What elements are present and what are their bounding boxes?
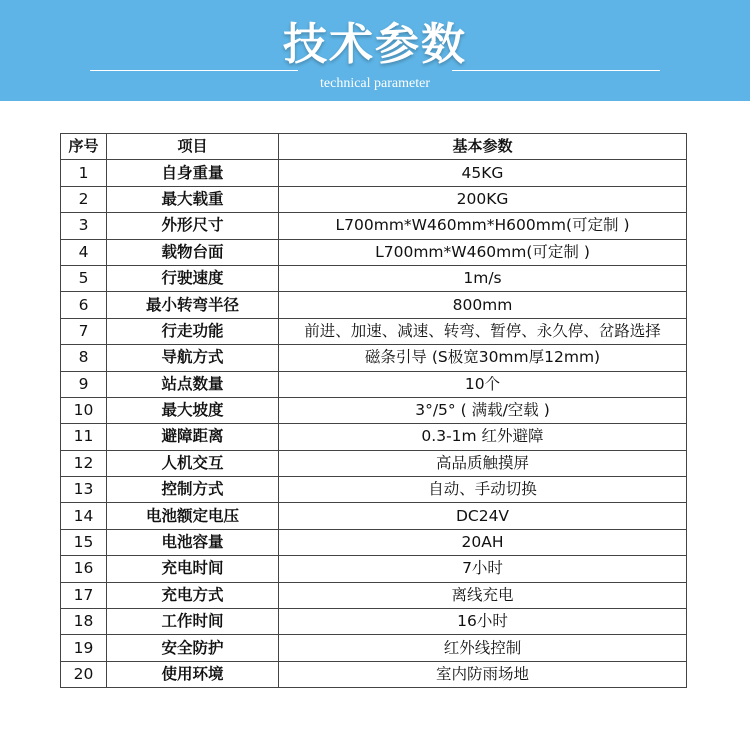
cell-no: 8 [61,345,107,371]
cell-value: 0.3-1m 红外避障 [279,424,687,450]
table-row [61,635,687,661]
table-row [61,503,687,529]
cell-value: L700mm*W460mm(可定制 ) [279,239,687,265]
cell-value: 自动、手动切换 [279,477,687,503]
cell-item: 最大载重 [107,186,279,212]
cell-item: 人机交互 [107,450,279,476]
cell-value: DC24V [279,503,687,529]
title-rule-left [90,70,298,71]
cell-item: 最大坡度 [107,397,279,423]
cell-item: 避障距离 [107,424,279,450]
cell-item: 电池额定电压 [107,503,279,529]
table-row [61,371,687,397]
header-no: 序号 [61,134,107,160]
table-row [61,424,687,450]
header-value: 基本参数 [279,134,687,160]
cell-no: 3 [61,213,107,239]
cell-value: 1m/s [279,265,687,291]
cell-no: 9 [61,371,107,397]
cell-value: 800mm [279,292,687,318]
cell-value: 磁条引导 (S极宽30mm厚12mm) [279,345,687,371]
cell-no: 14 [61,503,107,529]
table-row [61,186,687,212]
page-subtitle: technical parameter [320,76,430,91]
cell-value: 200KG [279,186,687,212]
cell-no: 13 [61,477,107,503]
cell-item: 使用环境 [107,661,279,687]
header-item: 项目 [107,134,279,160]
cell-value: 7小时 [279,556,687,582]
cell-no: 15 [61,529,107,555]
cell-item: 充电方式 [107,582,279,608]
table-row [61,397,687,423]
table-row [61,609,687,635]
cell-no: 1 [61,160,107,186]
cell-item: 电池容量 [107,529,279,555]
cell-no: 12 [61,450,107,476]
cell-no: 11 [61,424,107,450]
table-row [61,213,687,239]
page-title: 技术参数 [283,19,467,70]
cell-item: 行走功能 [107,318,279,344]
table-row [61,265,687,291]
cell-no: 6 [61,292,107,318]
cell-item: 充电时间 [107,556,279,582]
table-row [61,529,687,555]
cell-no: 20 [61,661,107,687]
cell-item: 外形尺寸 [107,213,279,239]
cell-no: 10 [61,397,107,423]
cell-no: 5 [61,265,107,291]
cell-value: 10个 [279,371,687,397]
cell-item: 导航方式 [107,345,279,371]
cell-value: 离线充电 [279,582,687,608]
cell-value: 前进、加速、减速、转弯、暂停、永久停、岔路选择 [279,318,687,344]
table-row [61,239,687,265]
title-rule-right [452,70,660,71]
table-header-row [61,134,687,160]
cell-no: 17 [61,582,107,608]
table-row [61,318,687,344]
cell-no: 16 [61,556,107,582]
cell-value: 20AH [279,529,687,555]
table-row [61,450,687,476]
table-row [61,582,687,608]
cell-item: 载物台面 [107,239,279,265]
parameter-table [60,133,687,688]
header-banner [0,0,750,101]
cell-value: L700mm*W460mm*H600mm(可定制 ) [279,213,687,239]
cell-value: 高品质触摸屏 [279,450,687,476]
cell-no: 18 [61,609,107,635]
cell-no: 7 [61,318,107,344]
cell-item: 自身重量 [107,160,279,186]
table-row [61,345,687,371]
cell-item: 工作时间 [107,609,279,635]
cell-item: 安全防护 [107,635,279,661]
table-row [61,477,687,503]
cell-item: 控制方式 [107,477,279,503]
cell-item: 站点数量 [107,371,279,397]
cell-no: 4 [61,239,107,265]
cell-value: 3°/5° ( 满载/空载 ) [279,397,687,423]
cell-item: 最小转弯半径 [107,292,279,318]
table-row [61,661,687,687]
cell-value: 室内防雨场地 [279,661,687,687]
table-row [61,292,687,318]
cell-no: 2 [61,186,107,212]
cell-no: 19 [61,635,107,661]
cell-value: 16小时 [279,609,687,635]
cell-item: 行驶速度 [107,265,279,291]
cell-value: 45KG [279,160,687,186]
table-row [61,556,687,582]
table-row [61,160,687,186]
cell-value: 红外线控制 [279,635,687,661]
